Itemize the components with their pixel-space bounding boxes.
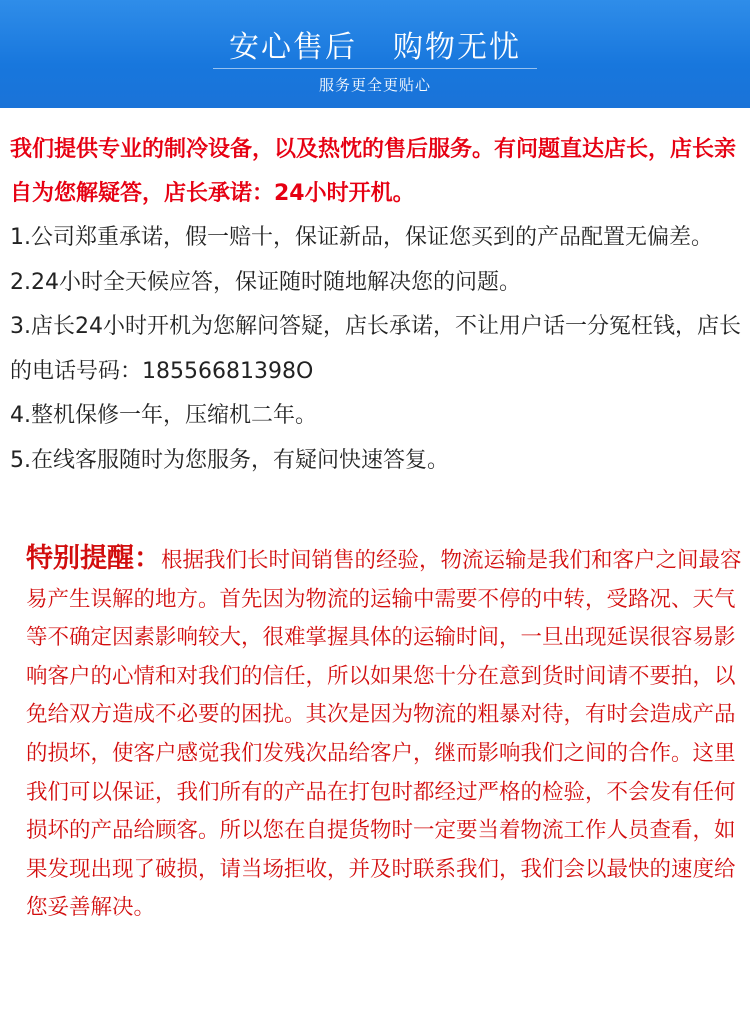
shipping-notice <box>26 540 742 928</box>
banner-subtitle: 服务更全更贴心 <box>318 76 431 94</box>
notice-heading: 特别提醒： <box>26 543 161 574</box>
commitment-item: 1.公司郑重承诺，假一赔十，保证新品，保证您买到的产品配置无偏差。 <box>10 225 713 250</box>
header-banner <box>0 0 750 108</box>
banner-title-part2: 购物无忧 <box>393 30 521 65</box>
commitment-list <box>10 216 744 484</box>
banner-divider <box>213 68 537 69</box>
notice-body: 根据我们长时间销售的经验，物流运输是我们和客户之间最容易产生误解的地方。首先因为物流的运输中需要不停的中转，受路况、天气等不确定因素影响较大，很难掌握具体的运输时间，一旦出现延误很容易影响客户的心情和对我们的信任，所以如果您十分在意到货时间请不要拍，以免给双方造成不必要的困扰。其次是因为物流的粗暴对待，有时会造成产品的损坏，使客户感觉我们发残次品给客户，继而影响我们之间的合作。这里我们可以保证，我们所有的产品在打包时都经过严格的检验，不会发有任何损坏的产品给顾客。所以您在自提货物时一定要当着物流工作人员查看，如果发现出现了破损，请当场拒收，并及时联系我们，我们会以最快的速度给您妥善解决。 <box>26 548 742 921</box>
commitment-item: 3.店长24小时开机为您解问答疑，店长承诺，不让用户话一分冤枉钱，店长的电话号码：18556681398O <box>10 314 741 384</box>
commitment-item: 5.在线客服随时为您服务，有疑问快速答复。 <box>10 447 449 473</box>
intro-paragraph: 我们提供专业的制冷设备，以及热忱的售后服务。有问题直达店长，店长亲自为您解疑答，店长承诺：24小时开机。 <box>10 137 737 206</box>
commitment-item: 4.整机保修一年，压缩机二年。 <box>10 403 317 429</box>
commitment-item: 2.24小时全天候应答，保证随时随地解决您的问题。 <box>10 269 521 295</box>
banner-title-part1: 安心售后 <box>229 30 357 65</box>
banner-title <box>0 30 750 66</box>
